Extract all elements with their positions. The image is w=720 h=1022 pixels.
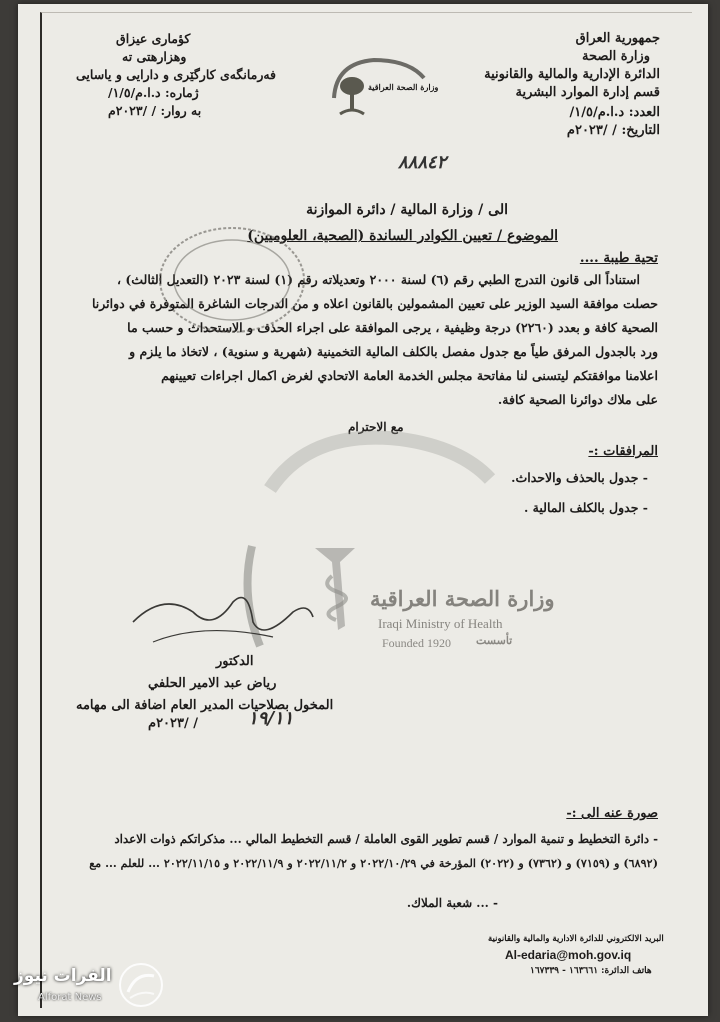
signature-date: / /٢٠٢٣م (148, 716, 199, 731)
header-kurdish-ministry: وهزارهتی ته (122, 49, 187, 64)
signatory-title: الدكتور (216, 654, 254, 669)
copy-to-line-2: (٦٨٩٢) و (٧١٥٩) و (٧٣٦٢) و (٢٠٢٢) المؤرخة في ٢٠٢٢/١٠/٢٩ و ٢٠٢٢/١١/٢ و ٢٠٢٢/١١/٩ و ٢٠٢٢/١١/١٥ ... للعلم ... مع (89, 856, 658, 870)
header-country: جمهورية العراق (575, 31, 660, 46)
attachment-item-2: - جدول بالكلف المالية . (523, 500, 648, 515)
watermark-arabic: وزارة الصحة العراقية (370, 586, 555, 611)
watermark-founded: Founded 1920 (382, 636, 451, 650)
addressee: الى / وزارة المالية / دائرة الموازنة (306, 202, 508, 218)
brand-name-arabic: الفرات نيوز (14, 966, 112, 986)
body-line-4: ورد بالجدول المرفق طياً مع جدول مفصل بالكلف المالية التخمينية (شهرية و سنوية) ، لاتخاذ ما يلزم و (129, 344, 658, 359)
header-kurdish-directorate: فەرمانگەی کارگێری و دارایی و یاسایی (76, 67, 277, 82)
header-date: التاريخ: / /٢٠٢٣م (566, 123, 660, 138)
footer-phone: هاتف الدائرة: ١٦٣٦٦١ - ١٦٧٣٣٩ (530, 966, 652, 976)
logo-caption: وزارة الصحة العراقية (368, 82, 439, 92)
subject: الموضوع / تعيين الكوادر الساندة (الصحية، العلوميين) (247, 228, 558, 244)
brand-name-english: Alforat News (38, 992, 102, 1003)
handwritten-number: ٨٨٨٤٢ (398, 152, 447, 173)
attachment-item-1: - جدول بالحذف والاحداث. (511, 470, 648, 485)
closing: مع الاحترام (348, 420, 404, 434)
header-kurdish-date: به روار: / /٢٠٢٣م (108, 103, 202, 118)
watermark-arc-top (250, 419, 500, 499)
attachments-title: المرافقات :- (588, 444, 658, 459)
header-ministry: وزارة الصحة (582, 49, 650, 64)
signatory-role: المخول بصلاحيات المدير العام اضافة الى مهامه (76, 698, 334, 713)
copy-to-line-3: - ... شعبة الملاك. (406, 896, 498, 910)
greeting: تحية طيبة .... (579, 250, 658, 266)
document-page (18, 4, 708, 1016)
body-line-1: استناداً الى قانون التدرج الطبي رقم (٦) لسنة ٢٠٠٠ وتعديلاته رقم (١) لسنة ٢٠٢٣ (التعديل الثالث) ، (116, 272, 640, 287)
body-line-6: على ملاك دوائرنا الصحية كافة. (497, 392, 658, 407)
header-department: قسم إدارة الموارد البشرية (515, 85, 660, 100)
signature-scribble (123, 582, 323, 662)
handwritten-date: ١٩/١١ (248, 708, 294, 729)
body-line-2: حصلت موافقة السيد الوزير على تعيين المشمولين بالقانون اعلاه و من الدرجات الشاغرة المتوفرة في دوائرنا (91, 296, 658, 311)
body-line-5: اعلامنا موافقتكم ليتسنى لنا مفاتحة مجلس الخدمة العامة الاتحادي لغرض اكمال اجراءات تعيينهم (161, 368, 658, 383)
watermark-english: Iraqi Ministry of Health (378, 616, 503, 631)
header-kurdish-country: كؤماری عیزاق (116, 31, 191, 46)
copy-to-line-1: - دائرة التخطيط و تنمية الموارد / قسم تطوير القوى العاملة / قسم التخطيط المالي ... مذكراتكم ذوات الاعداد (114, 832, 658, 846)
brand-logo-icon (118, 962, 164, 1008)
header-kurdish-number: ژماره: د.ا.م/١/٥/ (108, 85, 199, 100)
header-number: العدد: د.ا.م/١/٥/ (569, 105, 660, 120)
official-stamp (152, 210, 322, 340)
signatory-name: رياض عبد الامير الحلفي (148, 676, 277, 691)
body-line-3: الصحية كافة و بعدد (٢٢٦٠) درجة وظيفية ، يرجى الموافقة على اجراء الحذف و الاستحداث و حسب ما (127, 320, 658, 335)
copy-to-title: صورة عنه الى :- (566, 806, 658, 821)
watermark-founded-ar: تأسست (476, 634, 513, 647)
footer-email-label: البريد الالكتروني للدائرة الادارية والمالية والقانونية (488, 934, 664, 944)
header-directorate: الدائرة الإدارية والمالية والقانونية (484, 67, 660, 82)
footer-email: Al-edaria@moh.gov.iq (505, 948, 632, 962)
